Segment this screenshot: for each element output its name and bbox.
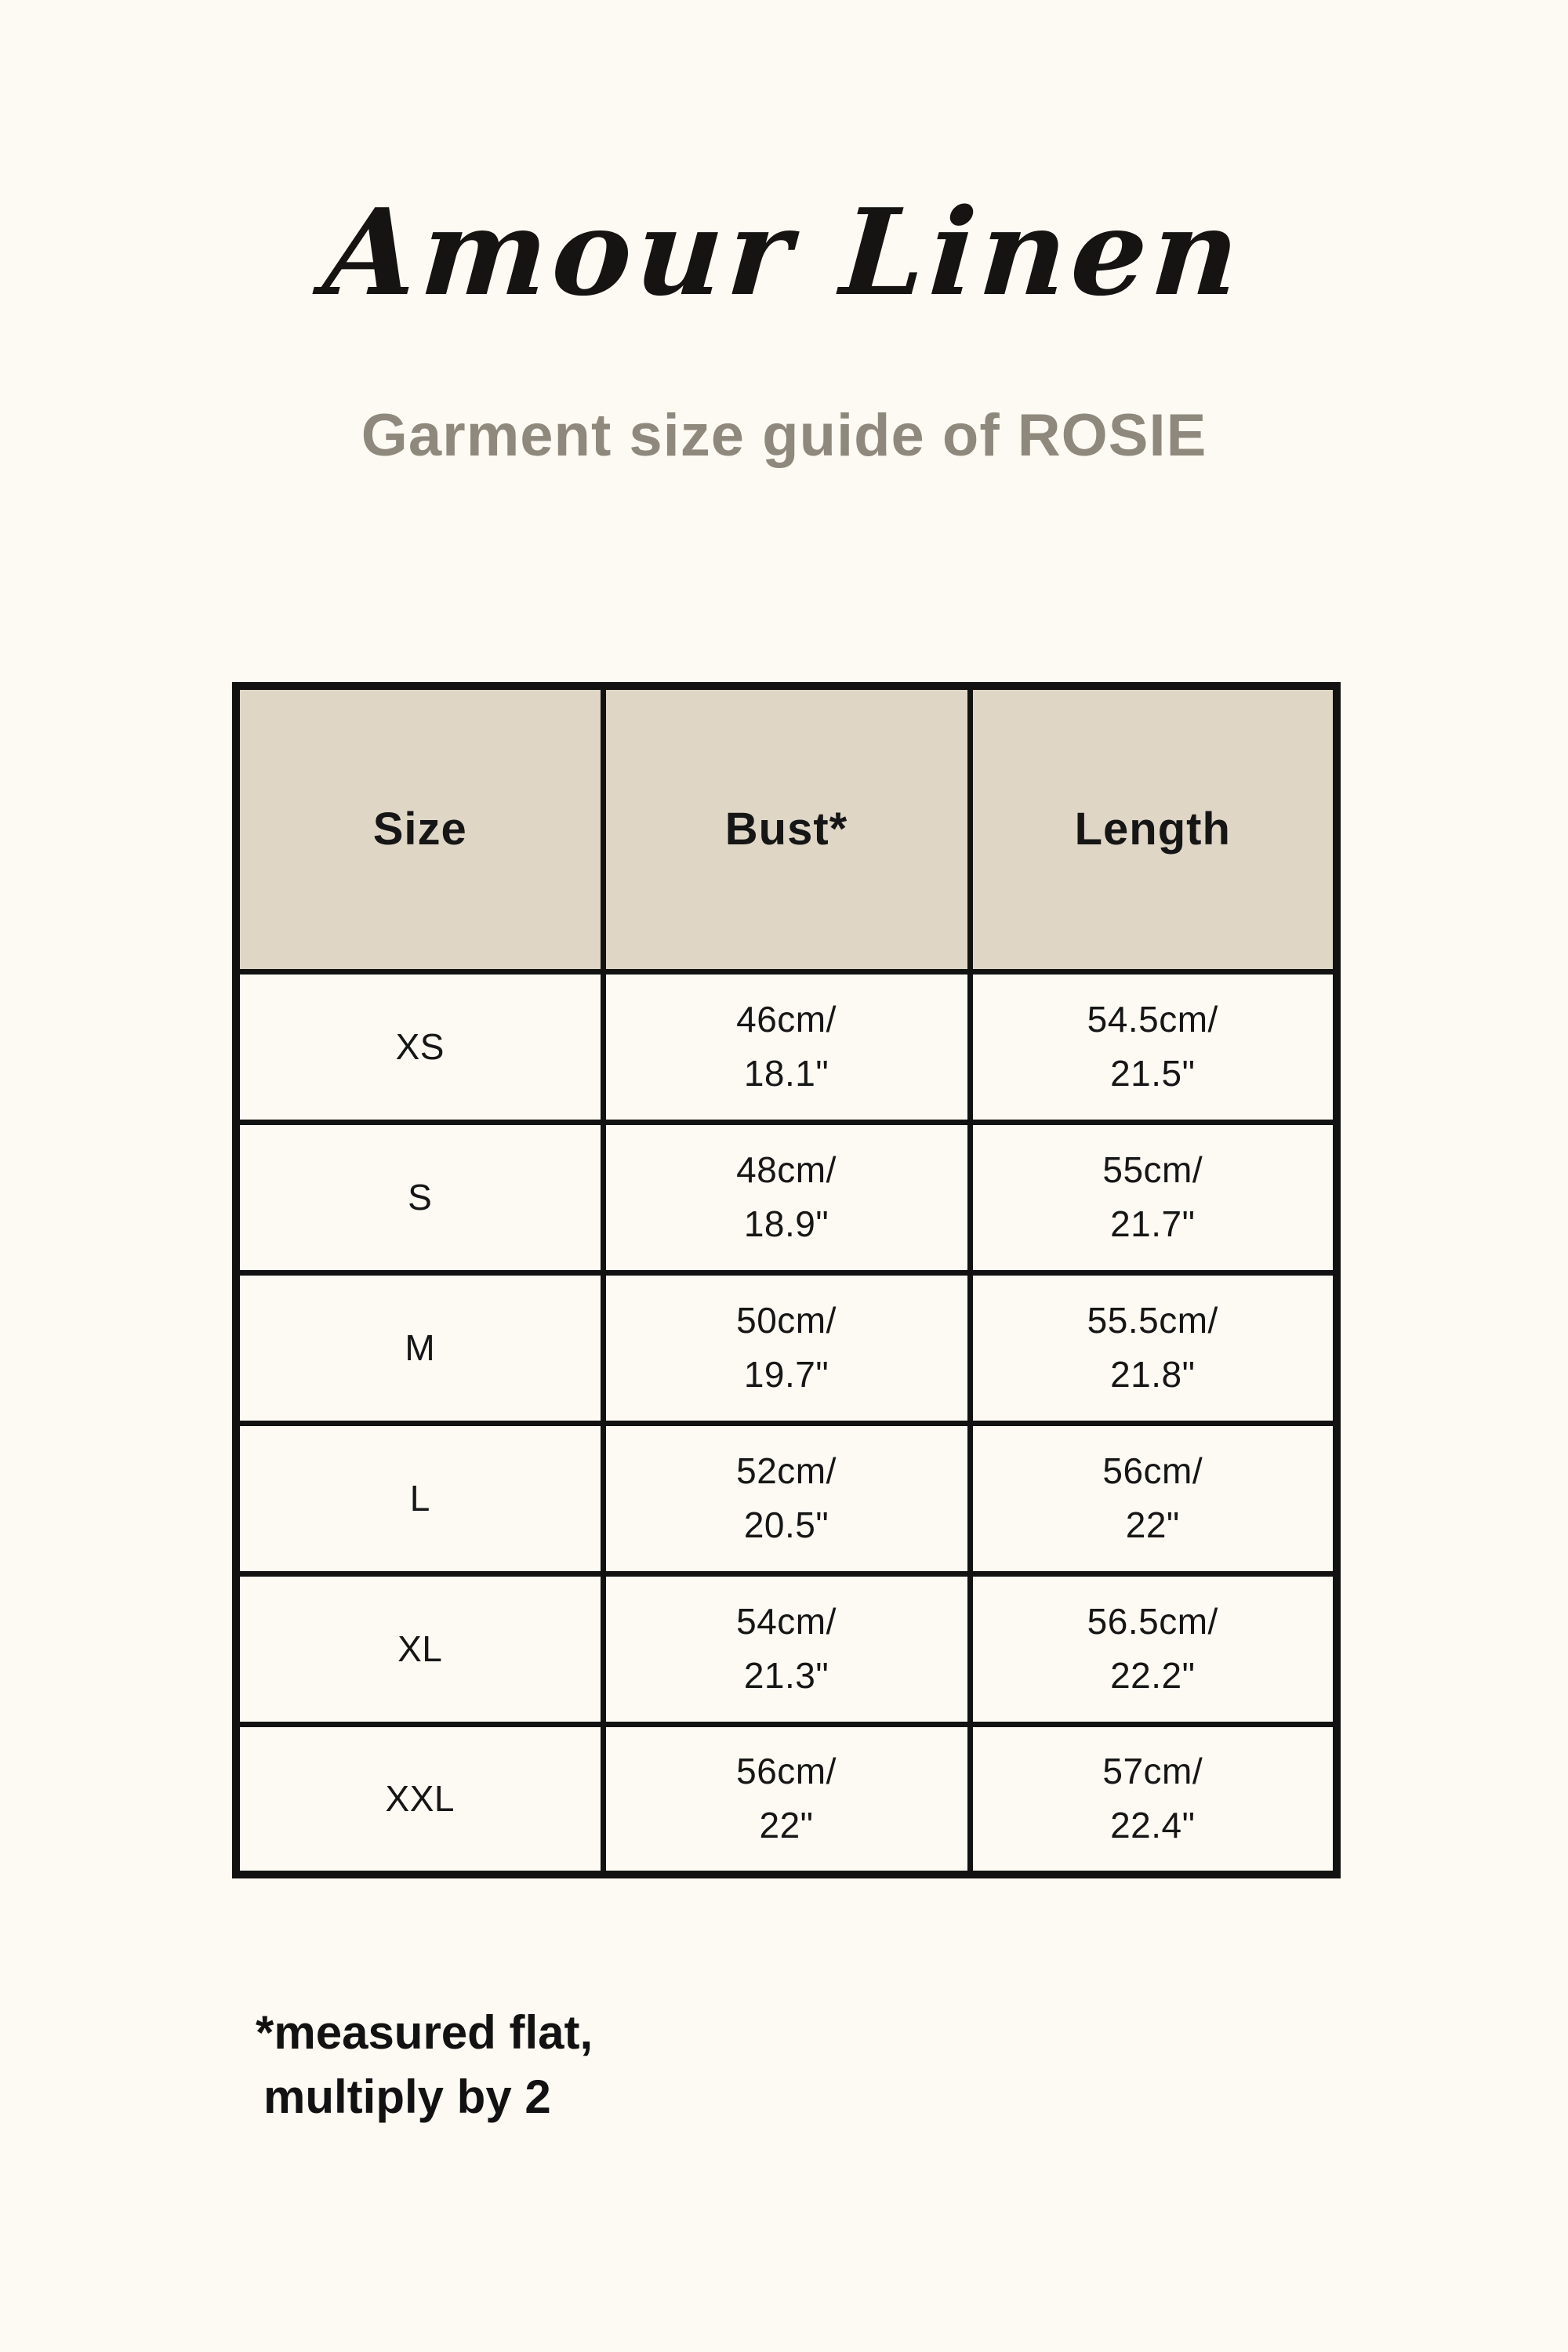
bust-in: 21.3" (743, 1655, 829, 1696)
length-cell (970, 1272, 1337, 1423)
bust-cm: 52cm/ (736, 1450, 837, 1491)
table-row-xxl (236, 1724, 1337, 1875)
length-in: 22.2" (1110, 1655, 1196, 1696)
page-subtitle: Garment size guide of ROSIE (361, 402, 1207, 469)
bust-cm: 46cm/ (736, 999, 837, 1040)
length-cell (970, 1573, 1337, 1724)
length-cell (970, 1122, 1337, 1272)
bust-in: 19.7" (743, 1354, 829, 1395)
note-line-2: multiply by 2 (263, 2071, 551, 2124)
table-body (236, 971, 1337, 1875)
size-cell: S (236, 1122, 603, 1272)
column-header-bust: Bust* (603, 686, 970, 971)
size-cell: XL (236, 1573, 603, 1724)
table-row-m (236, 1272, 1337, 1423)
length-in: 22" (1125, 1504, 1180, 1545)
size-cell: L (236, 1423, 603, 1573)
bust-cm: 54cm/ (736, 1601, 837, 1642)
column-header-size: Size (236, 686, 603, 971)
length-cm: 57cm/ (1102, 1751, 1203, 1792)
bust-in: 22" (759, 1805, 814, 1846)
table-row-s (236, 1122, 1337, 1272)
table-row-xs (236, 971, 1337, 1122)
table-header (236, 686, 1337, 971)
bust-cell (603, 1272, 970, 1423)
table-row-l (236, 1423, 1337, 1573)
length-in: 21.5" (1110, 1053, 1196, 1094)
size-cell: XXL (236, 1724, 603, 1875)
measurement-note (256, 2001, 593, 2129)
length-cell (970, 1724, 1337, 1875)
bust-in: 18.1" (743, 1053, 829, 1094)
bust-cell (603, 1724, 970, 1875)
length-in: 21.7" (1110, 1203, 1196, 1244)
length-cm: 55.5cm/ (1087, 1300, 1218, 1341)
bust-cell (603, 1122, 970, 1272)
bust-cm: 56cm/ (736, 1751, 837, 1792)
bust-cm: 48cm/ (736, 1149, 837, 1190)
length-cell (970, 1423, 1337, 1573)
brand-logo: Amour Linen (319, 182, 1249, 322)
length-in: 22.4" (1110, 1805, 1196, 1846)
bust-in: 20.5" (743, 1504, 829, 1545)
bust-cm: 50cm/ (736, 1300, 837, 1341)
note-line-1: *measured flat, (256, 2006, 593, 2059)
size-cell: M (236, 1272, 603, 1423)
length-cm: 56.5cm/ (1087, 1601, 1218, 1642)
bust-cell (603, 1423, 970, 1573)
size-cell: XS (236, 971, 603, 1122)
length-cm: 55cm/ (1102, 1149, 1203, 1190)
length-in: 21.8" (1110, 1354, 1196, 1395)
column-header-length: Length (970, 686, 1337, 971)
bust-in: 18.9" (743, 1203, 829, 1244)
length-cm: 56cm/ (1102, 1450, 1203, 1491)
size-guide-table (232, 682, 1341, 1878)
length-cm: 54.5cm/ (1087, 999, 1218, 1040)
bust-cell (603, 971, 970, 1122)
table-header-row (236, 686, 1337, 971)
table-row-xl (236, 1573, 1337, 1724)
bust-cell (603, 1573, 970, 1724)
length-cell (970, 971, 1337, 1122)
